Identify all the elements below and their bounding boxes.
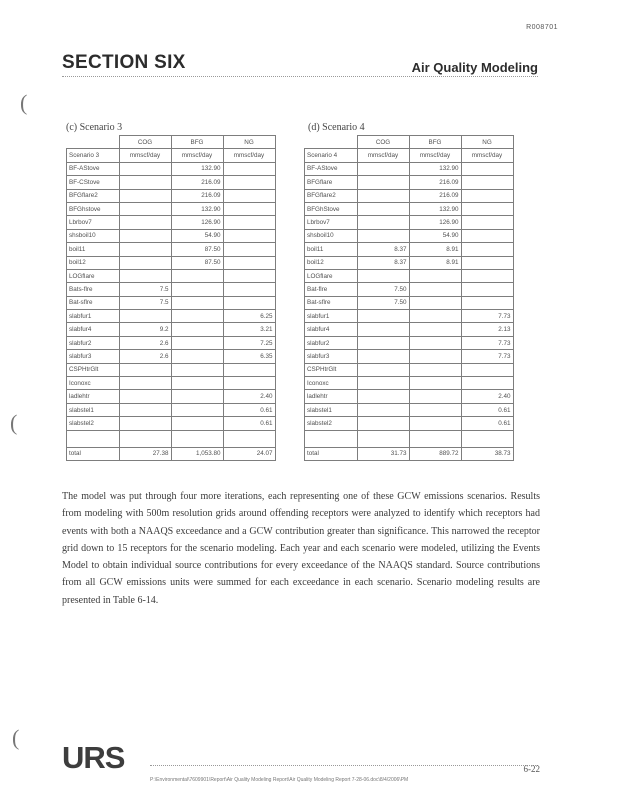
units-bfg: mmscf/day xyxy=(409,149,461,162)
col-header-cog: COG xyxy=(357,136,409,149)
source-name-cell: BFGhstove xyxy=(67,202,120,215)
bfg-cell: 8.91 xyxy=(409,256,461,269)
bfg-cell: 87.50 xyxy=(171,243,223,256)
table-row xyxy=(305,243,514,256)
bfg-cell xyxy=(171,363,223,376)
scenario-4-table xyxy=(304,135,514,461)
cog-cell xyxy=(357,229,409,242)
source-name-cell: boil11 xyxy=(67,243,120,256)
ng-cell xyxy=(461,283,513,296)
cog-cell: 8.37 xyxy=(357,243,409,256)
table-body xyxy=(305,162,514,460)
table-row xyxy=(305,283,514,296)
spacer-cell xyxy=(171,430,223,447)
table-row xyxy=(305,162,514,175)
cog-cell xyxy=(357,189,409,202)
footer-rule xyxy=(150,765,538,766)
spacer-row xyxy=(67,430,276,447)
total-ng: 24.07 xyxy=(223,447,275,460)
header-corner-cell xyxy=(67,136,120,149)
cog-cell xyxy=(357,216,409,229)
ng-cell xyxy=(461,256,513,269)
total-cog: 27.38 xyxy=(119,447,171,460)
ng-cell xyxy=(223,229,275,242)
source-name-cell: slabfur2 xyxy=(305,336,358,349)
source-name-cell: slabstel2 xyxy=(305,417,358,430)
ng-cell xyxy=(461,377,513,390)
cog-cell xyxy=(357,269,409,282)
col-header-bfg: BFG xyxy=(409,136,461,149)
source-name-cell: Bat-flre xyxy=(305,283,358,296)
units-cog: mmscf/day xyxy=(357,149,409,162)
bfg-cell: 54.90 xyxy=(409,229,461,242)
bfg-cell xyxy=(409,350,461,363)
source-name-cell: slabstel2 xyxy=(67,417,120,430)
ng-cell xyxy=(461,363,513,376)
document-id: R008701 xyxy=(526,24,558,31)
table-row xyxy=(305,296,514,309)
ng-cell xyxy=(461,269,513,282)
col-header-bfg: BFG xyxy=(171,136,223,149)
ng-cell xyxy=(461,296,513,309)
bfg-cell xyxy=(409,403,461,416)
source-name-cell: BF-CStove xyxy=(67,176,120,189)
ng-cell xyxy=(461,176,513,189)
table-units-row xyxy=(67,149,276,162)
source-name-cell: LOGflare xyxy=(67,269,120,282)
bfg-cell xyxy=(171,403,223,416)
total-label: total xyxy=(305,447,358,460)
source-name-cell: Lbrbov7 xyxy=(305,216,358,229)
cog-cell: 2.6 xyxy=(119,350,171,363)
ng-cell xyxy=(461,162,513,175)
table-row xyxy=(67,283,276,296)
table-row xyxy=(67,243,276,256)
source-name-cell: Iconoxc xyxy=(305,377,358,390)
source-name-cell: BFGflare2 xyxy=(305,189,358,202)
ng-cell xyxy=(223,216,275,229)
cog-cell: 8.37 xyxy=(357,256,409,269)
table-row xyxy=(305,363,514,376)
source-name-cell: CSPHtrGlt xyxy=(67,363,120,376)
bfg-cell: 8.91 xyxy=(409,243,461,256)
table-row xyxy=(67,350,276,363)
table-units-row xyxy=(305,149,514,162)
table-d-caption: (d) Scenario 4 xyxy=(308,122,365,133)
ng-cell xyxy=(223,283,275,296)
bfg-cell: 216.09 xyxy=(171,176,223,189)
source-name-cell: CSPHtrGlt xyxy=(305,363,358,376)
cog-cell xyxy=(357,176,409,189)
cog-cell xyxy=(119,417,171,430)
source-name-cell: slabfur2 xyxy=(67,336,120,349)
cog-cell xyxy=(119,363,171,376)
bfg-cell xyxy=(171,323,223,336)
source-name-cell: Lbrbov7 xyxy=(67,216,120,229)
cog-cell xyxy=(119,162,171,175)
source-name-cell: BFGhStove xyxy=(305,202,358,215)
section-title: SECTION SIX xyxy=(62,52,186,73)
table-row xyxy=(67,403,276,416)
bfg-cell xyxy=(171,350,223,363)
spacer-cell xyxy=(461,430,513,447)
ng-cell xyxy=(461,243,513,256)
ng-cell: 0.61 xyxy=(461,403,513,416)
table-row xyxy=(67,256,276,269)
source-name-cell: slabfur3 xyxy=(305,350,358,363)
source-name-cell: boil12 xyxy=(305,256,358,269)
source-name-cell: BF-AStove xyxy=(305,162,358,175)
col-header-ng: NG xyxy=(461,136,513,149)
table-row xyxy=(67,323,276,336)
bfg-cell xyxy=(409,377,461,390)
table-row xyxy=(67,377,276,390)
table-row xyxy=(67,202,276,215)
total-cog: 31.73 xyxy=(357,447,409,460)
table-row xyxy=(67,269,276,282)
table-row xyxy=(305,229,514,242)
source-name-cell: slabfur3 xyxy=(67,350,120,363)
cog-cell: 7.5 xyxy=(119,296,171,309)
table-row xyxy=(67,417,276,430)
ng-cell xyxy=(223,202,275,215)
spacer-cell xyxy=(409,430,461,447)
spacer-cell xyxy=(119,430,171,447)
urs-logo: URS xyxy=(62,740,125,775)
source-name-cell: BFGflare2 xyxy=(67,189,120,202)
table-row xyxy=(305,202,514,215)
table-row xyxy=(305,417,514,430)
bfg-cell: 126.90 xyxy=(171,216,223,229)
source-name-cell: LOGflare xyxy=(305,269,358,282)
ng-cell: 7.73 xyxy=(461,310,513,323)
table-row xyxy=(67,296,276,309)
cog-cell xyxy=(357,310,409,323)
table-c-caption: (c) Scenario 3 xyxy=(66,122,123,133)
total-ng: 38.73 xyxy=(461,447,513,460)
table-row xyxy=(305,323,514,336)
hole-punch-mark-top: ( xyxy=(20,90,28,115)
bfg-cell: 132.90 xyxy=(409,162,461,175)
source-name-cell: BFGflare xyxy=(305,176,358,189)
bfg-cell: 87.50 xyxy=(171,256,223,269)
hole-punch-mark-bottom: ( xyxy=(12,725,20,750)
bfg-cell: 216.09 xyxy=(409,176,461,189)
table-row xyxy=(305,336,514,349)
ng-cell xyxy=(461,216,513,229)
source-name-cell: slabfur4 xyxy=(305,323,358,336)
table-row xyxy=(305,256,514,269)
ng-cell: 0.61 xyxy=(223,417,275,430)
spacer-cell xyxy=(67,430,120,447)
ng-cell: 0.61 xyxy=(223,403,275,416)
ng-cell xyxy=(461,189,513,202)
total-bfg: 1,053.80 xyxy=(171,447,223,460)
source-name-cell: shsboil10 xyxy=(305,229,358,242)
cog-cell xyxy=(119,269,171,282)
bfg-cell xyxy=(171,377,223,390)
ng-cell xyxy=(461,229,513,242)
table-row xyxy=(67,176,276,189)
table-body xyxy=(67,162,276,460)
ng-cell xyxy=(223,243,275,256)
bfg-cell xyxy=(409,310,461,323)
body-text xyxy=(62,488,540,609)
ng-cell: 7.73 xyxy=(461,350,513,363)
ng-cell: 2.40 xyxy=(223,390,275,403)
table-row xyxy=(305,269,514,282)
col-header-ng: NG xyxy=(223,136,275,149)
cog-cell xyxy=(119,377,171,390)
source-name-cell: Bat-sflre xyxy=(305,296,358,309)
table-row xyxy=(67,189,276,202)
cog-cell xyxy=(357,417,409,430)
bfg-cell: 132.90 xyxy=(409,202,461,215)
bfg-cell xyxy=(409,363,461,376)
cog-cell xyxy=(357,162,409,175)
table-row xyxy=(67,310,276,323)
cog-cell xyxy=(119,310,171,323)
units-label: Scenario 3 xyxy=(67,149,120,162)
source-name-cell: Bats-flre xyxy=(67,283,120,296)
table-row xyxy=(67,216,276,229)
cog-cell xyxy=(119,229,171,242)
cog-cell xyxy=(119,256,171,269)
units-cog: mmscf/day xyxy=(119,149,171,162)
ng-cell xyxy=(223,189,275,202)
units-bfg: mmscf/day xyxy=(171,149,223,162)
bfg-cell xyxy=(409,417,461,430)
source-name-cell: ladlehtr xyxy=(67,390,120,403)
col-header-cog: COG xyxy=(119,136,171,149)
bfg-cell xyxy=(409,323,461,336)
ng-cell: 2.13 xyxy=(461,323,513,336)
bfg-cell: 132.90 xyxy=(171,202,223,215)
source-name-cell: shsboil10 xyxy=(67,229,120,242)
bfg-cell xyxy=(409,296,461,309)
ng-cell: 6.25 xyxy=(223,310,275,323)
section-topic: Air Quality Modeling xyxy=(411,60,538,75)
source-name-cell: boil12 xyxy=(67,256,120,269)
cog-cell: 7.50 xyxy=(357,283,409,296)
spacer-cell xyxy=(357,430,409,447)
ng-cell xyxy=(223,176,275,189)
total-label: total xyxy=(67,447,120,460)
table-row xyxy=(305,377,514,390)
bfg-cell xyxy=(171,310,223,323)
cog-cell xyxy=(119,216,171,229)
bfg-cell xyxy=(171,417,223,430)
cog-cell xyxy=(119,176,171,189)
table-row xyxy=(305,216,514,229)
bfg-cell xyxy=(171,390,223,403)
scenario-3-table xyxy=(66,135,276,461)
spacer-cell xyxy=(223,430,275,447)
ng-cell: 6.35 xyxy=(223,350,275,363)
page-number: 6-22 xyxy=(523,764,540,774)
source-name-cell: slabstel1 xyxy=(305,403,358,416)
cog-cell xyxy=(357,377,409,390)
bfg-cell xyxy=(171,336,223,349)
source-name-cell: slabfur4 xyxy=(67,323,120,336)
ng-cell xyxy=(223,269,275,282)
cog-cell xyxy=(357,336,409,349)
table-row xyxy=(67,229,276,242)
ng-cell xyxy=(223,296,275,309)
ng-cell: 7.73 xyxy=(461,336,513,349)
cog-cell: 9.2 xyxy=(119,323,171,336)
spacer-cell xyxy=(305,430,358,447)
table-row xyxy=(305,350,514,363)
cog-cell xyxy=(357,403,409,416)
bfg-cell: 132.90 xyxy=(171,162,223,175)
cog-cell xyxy=(119,390,171,403)
table-row xyxy=(67,363,276,376)
cog-cell xyxy=(119,243,171,256)
source-name-cell: Bat-sflre xyxy=(67,296,120,309)
units-ng: mmscf/day xyxy=(223,149,275,162)
source-name-cell: boil11 xyxy=(305,243,358,256)
bfg-cell xyxy=(409,390,461,403)
table-row xyxy=(305,189,514,202)
ng-cell xyxy=(461,202,513,215)
cog-cell xyxy=(119,189,171,202)
total-row xyxy=(67,447,276,460)
table-row xyxy=(67,390,276,403)
spacer-row xyxy=(305,430,514,447)
bfg-cell xyxy=(409,336,461,349)
source-name-cell: ladlehtr xyxy=(305,390,358,403)
hole-punch-mark-middle: ( xyxy=(10,410,18,435)
cog-cell: 7.5 xyxy=(119,283,171,296)
source-name-cell: Iconoxc xyxy=(67,377,120,390)
header-rule xyxy=(62,76,538,77)
source-name-cell: BF-AStove xyxy=(67,162,120,175)
source-name-cell: slabfur1 xyxy=(305,310,358,323)
cog-cell xyxy=(357,363,409,376)
total-bfg: 889.72 xyxy=(409,447,461,460)
ng-cell: 2.40 xyxy=(461,390,513,403)
table-row xyxy=(67,336,276,349)
bfg-cell: 216.09 xyxy=(171,189,223,202)
cog-cell: 2.6 xyxy=(119,336,171,349)
bfg-cell xyxy=(171,296,223,309)
ng-cell: 0.61 xyxy=(461,417,513,430)
source-name-cell: slabstel1 xyxy=(67,403,120,416)
table-row xyxy=(305,176,514,189)
cog-cell xyxy=(119,202,171,215)
cog-cell: 7.50 xyxy=(357,296,409,309)
bfg-cell xyxy=(409,269,461,282)
source-name-cell: slabfur1 xyxy=(67,310,120,323)
bfg-cell xyxy=(171,269,223,282)
bfg-cell: 126.90 xyxy=(409,216,461,229)
body-paragraph: The model was put through four more iterations, each representing one of these GCW emissions scenarios. Results from modeling with 500m resolution grids around offending receptors were analyzed to identify which receptors had events with both a NAAQS exceedance and a GCW contribution greater than significance. This narrowed the receptor grid down to 15 receptors for the scenario modeling. Each year and each scenario were modeled, utilizing the Events Model to obtain individual source contributions for every exceedance of the NAAQS standard. Source contributions from all GCW emissions units were summed for each exceedance in each scenario. Scenario modeling results are presented in Table 6-14. xyxy=(62,491,540,606)
bfg-cell: 216.09 xyxy=(409,189,461,202)
cog-cell xyxy=(357,350,409,363)
bfg-cell xyxy=(409,283,461,296)
units-ng: mmscf/day xyxy=(461,149,513,162)
table-header-row xyxy=(67,136,276,149)
header-corner-cell xyxy=(305,136,358,149)
bfg-cell xyxy=(171,283,223,296)
footer-path: P:\Environmental\7609901\Report\Air Quality Modeling Report\Air Quality Modeling Report 7-28-06.doc\8/4/2006\PM xyxy=(150,777,409,783)
total-row xyxy=(305,447,514,460)
cog-cell xyxy=(357,323,409,336)
ng-cell xyxy=(223,256,275,269)
units-label: Scenario 4 xyxy=(305,149,358,162)
table-header-row xyxy=(305,136,514,149)
ng-cell xyxy=(223,377,275,390)
ng-cell: 3.21 xyxy=(223,323,275,336)
cog-cell xyxy=(357,202,409,215)
cog-cell xyxy=(357,390,409,403)
ng-cell xyxy=(223,162,275,175)
table-row xyxy=(305,403,514,416)
table-row xyxy=(305,310,514,323)
cog-cell xyxy=(119,403,171,416)
ng-cell xyxy=(223,363,275,376)
bfg-cell: 54.90 xyxy=(171,229,223,242)
ng-cell: 7.25 xyxy=(223,336,275,349)
table-row xyxy=(67,162,276,175)
table-row xyxy=(305,390,514,403)
